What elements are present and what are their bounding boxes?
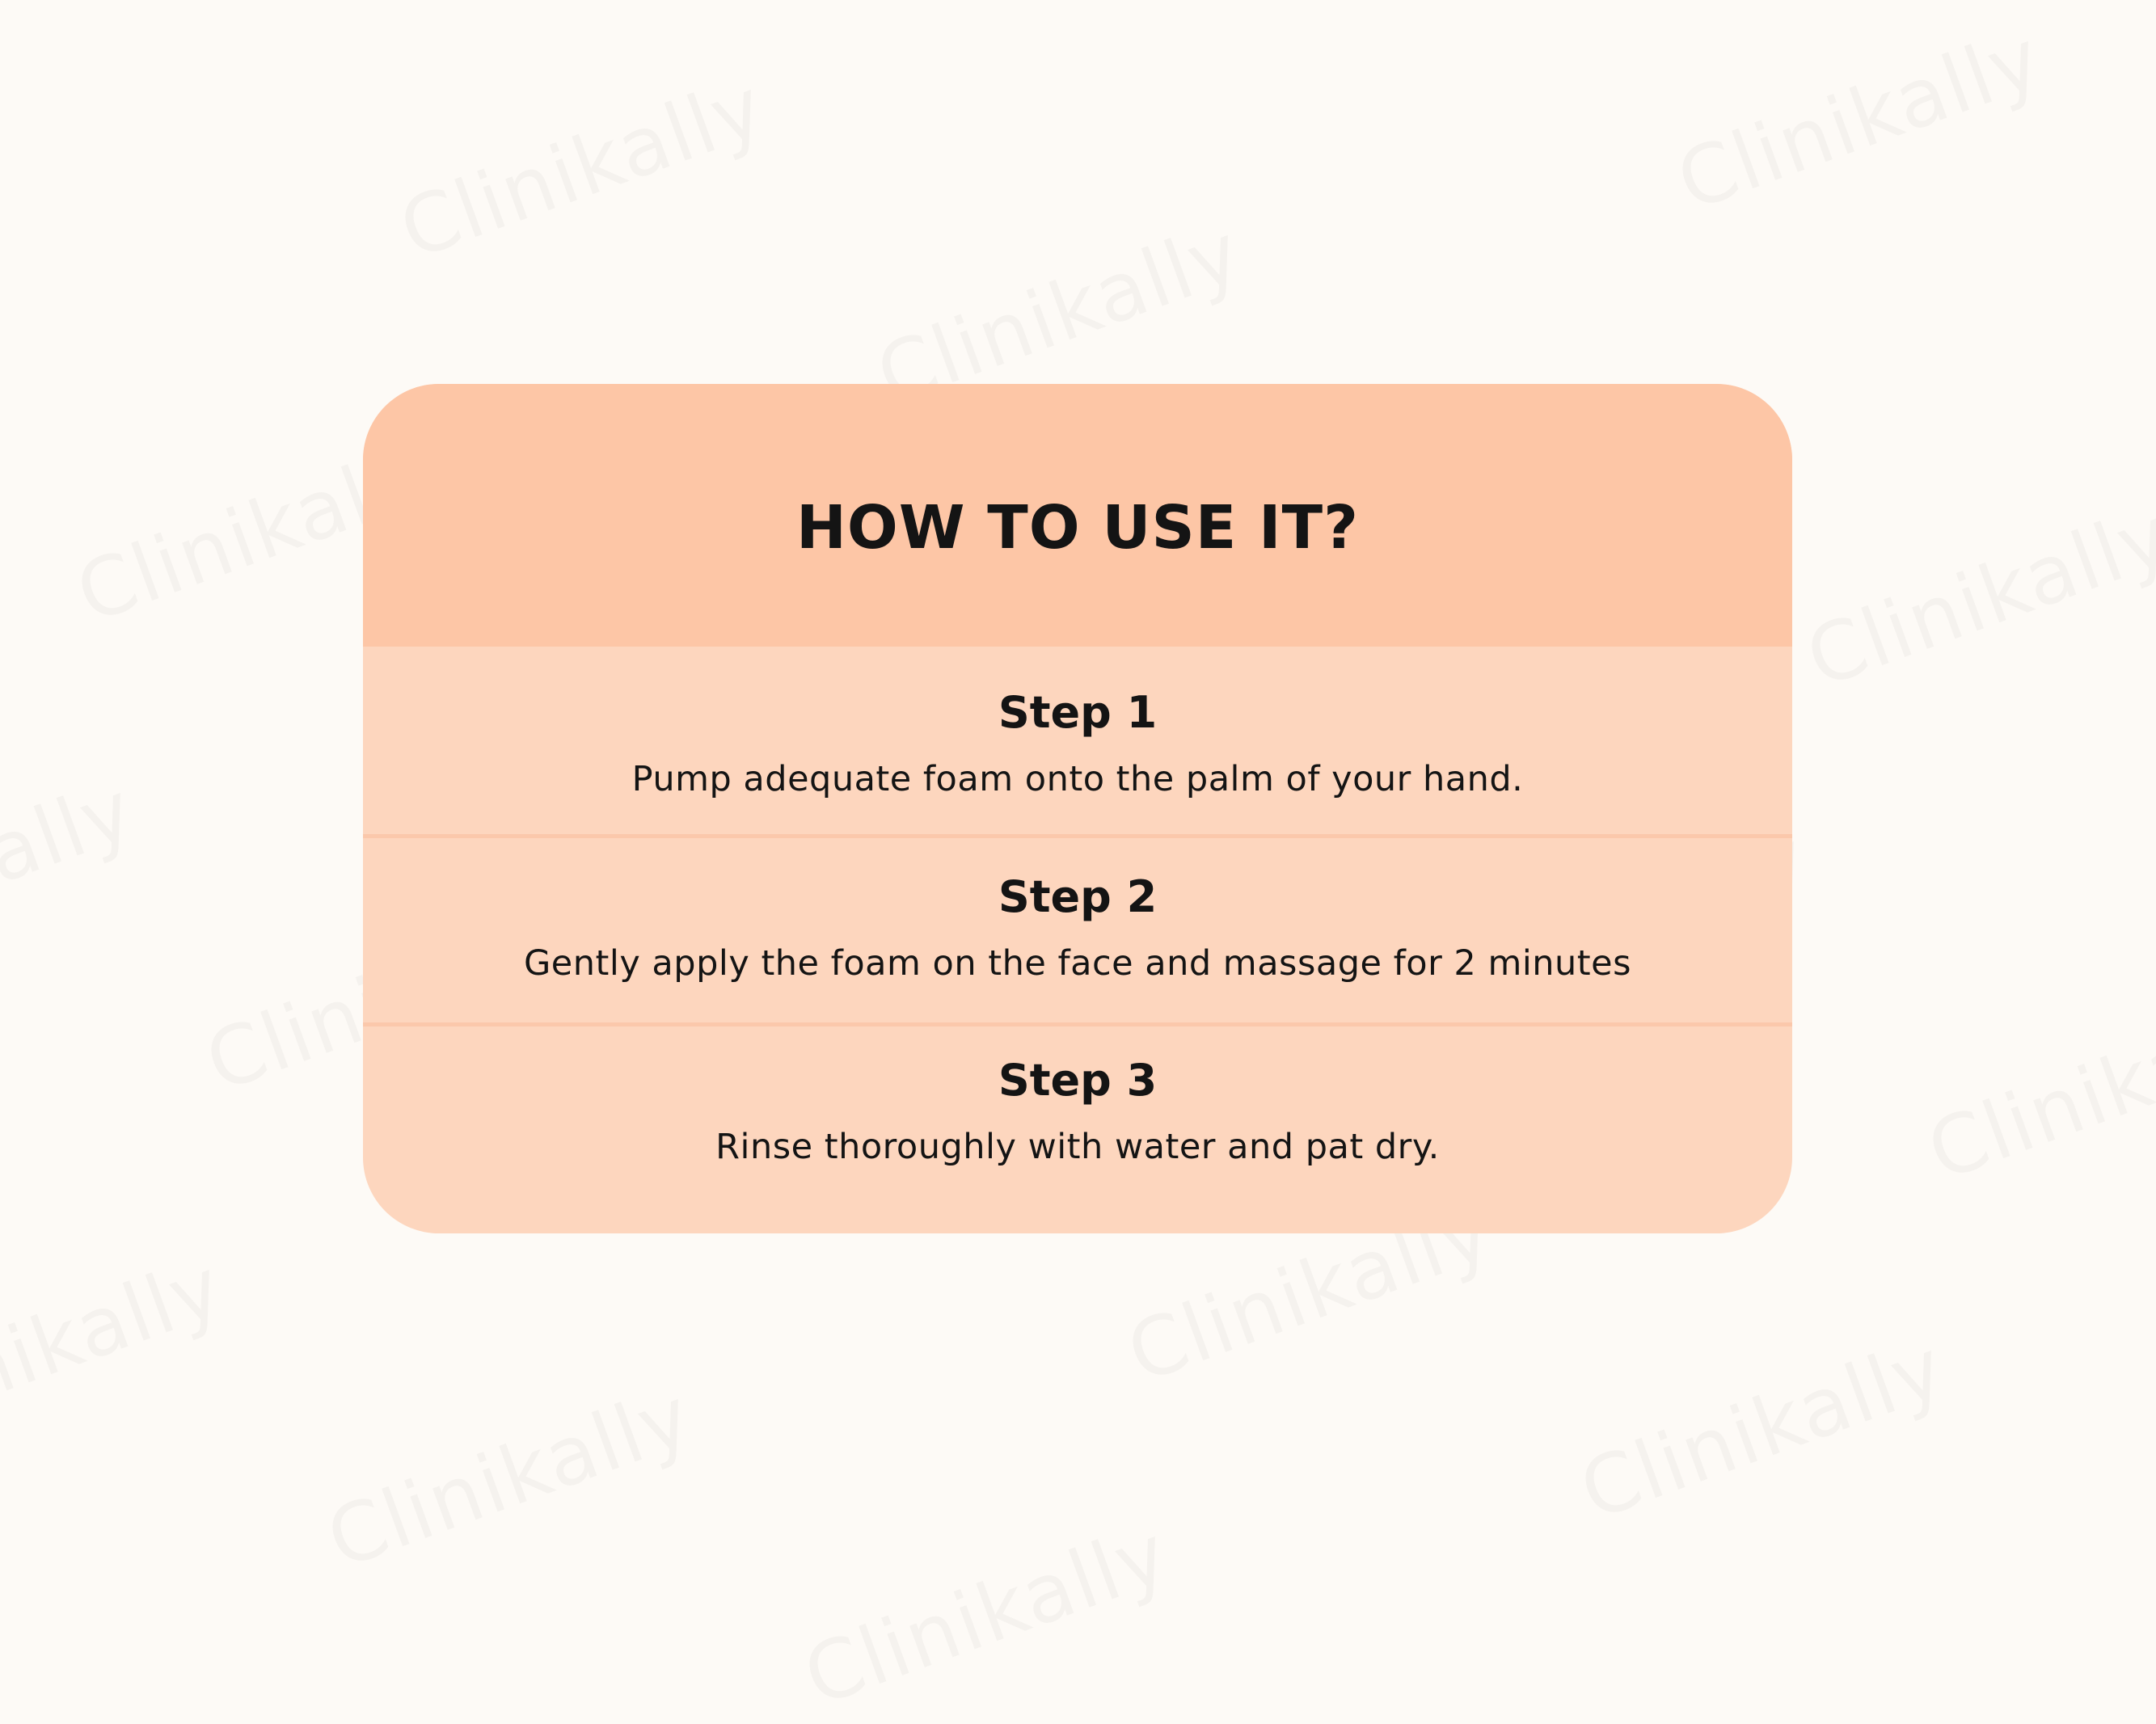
step-1-title: Step 1: [998, 687, 1158, 738]
step-3-title: Step 3: [998, 1055, 1158, 1106]
step-2-text: Gently apply the foam on the face and massage for 2 minutes: [523, 943, 1632, 984]
step-3: [363, 1055, 1792, 1167]
watermark-logo: [1916, 980, 2156, 1199]
step-divider: [363, 1022, 1792, 1026]
watermark-logo: [1568, 1320, 1956, 1538]
step-divider: [363, 834, 1792, 838]
step-2: [363, 871, 1792, 984]
card-header: [363, 384, 1792, 647]
watermark-logo: [388, 59, 776, 277]
step-2-title: Step 2: [998, 871, 1158, 922]
watermark-logo: [0, 1239, 234, 1457]
watermark-logo: [792, 1506, 1180, 1724]
step-1-text: Pump adequate foam onto the palm of your hand.: [631, 759, 1524, 799]
watermark-logo: [1795, 487, 2156, 706]
watermark-logo: [315, 1368, 703, 1587]
watermark-logo: [0, 762, 146, 980]
how-to-use-card: [363, 384, 1792, 1233]
step-3-text: Rinse thoroughly with water and pat dry.: [715, 1127, 1440, 1167]
step-1: [363, 687, 1792, 799]
card-title: HOW TO USE IT?: [795, 492, 1359, 563]
watermark-logo: [1665, 11, 2053, 229]
